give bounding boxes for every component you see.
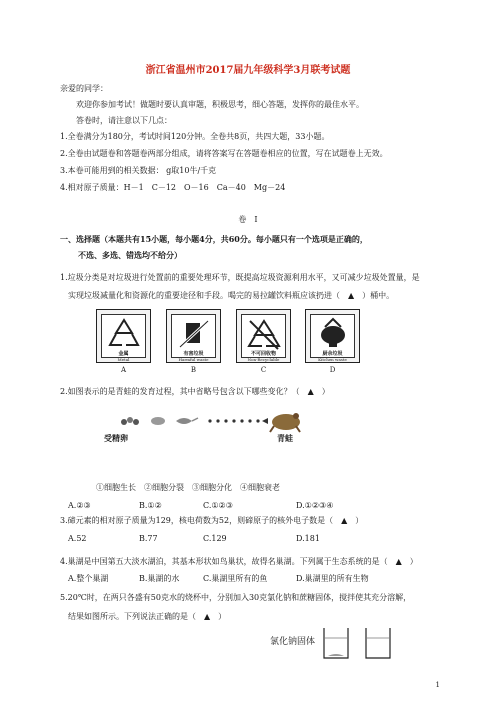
q4-choice-a: A.整个巢湖 xyxy=(68,574,109,583)
arrow-icon xyxy=(262,418,268,424)
frog-development-figure xyxy=(110,404,310,436)
greeting: 亲爱的同学： xyxy=(60,84,108,93)
bin-a-letter: A xyxy=(120,366,127,374)
q2-choice-a: A.②③ xyxy=(68,501,91,510)
note-1: 1.全卷满分为180分，考试时间120分钟。全卷共8页，共四大题，33小题。 xyxy=(60,132,330,141)
intro-line-2: 答卷时，请注意以下几点： xyxy=(76,116,172,125)
intro-line-1: 欢迎你参加考试！做题时要认真审题，积极思考，细心答题，发挥你的最佳水平。 xyxy=(76,100,364,109)
q3-choice-c: C.129 xyxy=(203,534,227,543)
section-1-note: 不选、多选、错选均不给分） xyxy=(78,250,182,260)
bin-b-sub: Harmful waste xyxy=(178,357,209,362)
tadpole-icon xyxy=(176,418,192,424)
bin-d-sub: Kitchen waste xyxy=(318,357,347,362)
beaker-left-icon xyxy=(324,628,348,658)
beaker-label: 氯化钠固体 xyxy=(270,637,316,647)
bin-harmful xyxy=(166,309,221,363)
q4-text: 4.巢湖是中国第五大淡水湖泊，其基本形状如鸟巢状，故得名巢湖。下列属于生态系统的是（ ▲ ） xyxy=(60,557,418,566)
q4-choice-c: C.巢湖里所有的鱼 xyxy=(203,574,268,583)
bin-d-label: 厨余垃圾 xyxy=(322,351,343,357)
note-3: 3.本卷可能用到的相关数据： g取10牛/千克 xyxy=(60,166,217,175)
frog-label: 青蛙 xyxy=(277,433,293,443)
bin-c-label: 不可回收物 xyxy=(250,351,276,357)
ellipsis-dots xyxy=(208,419,259,422)
bin-c-letter: C xyxy=(260,366,267,374)
volume-heading: 卷 I xyxy=(238,215,258,224)
egg-cluster-icon xyxy=(121,417,139,425)
beakers-figure xyxy=(318,624,398,664)
frog-icon xyxy=(270,413,300,432)
q1-line-1: 1.垃圾分类是对垃圾进行处置前的重要处理环节，既提高垃圾资源利用水平，又可减少垃圾处置量，是 xyxy=(60,273,420,282)
bin-kitchen xyxy=(305,309,360,363)
q5-line-2: 结果如图所示。下列说法正确的是（ ▲ ） xyxy=(68,612,227,621)
bin-a-sub: Metal xyxy=(117,357,130,362)
bin-b-letter: B xyxy=(190,366,197,374)
q3-choice-d: D.181 xyxy=(296,534,320,543)
bin-d-letter: D xyxy=(329,366,336,374)
note-4: 4.相对原子质量：H－1 C－12 O－16 Ca－40 Mg－24 xyxy=(60,183,286,192)
bin-a-label: 金属 xyxy=(118,351,129,357)
bin-c-sub: Non-Recyclable xyxy=(247,357,280,362)
page-number: 1 xyxy=(435,681,440,689)
q3-choice-a: A.52 xyxy=(68,534,87,543)
q2-options: ①细胞生长 ②细胞分裂 ③细胞分化 ④细胞衰老 xyxy=(96,483,280,492)
fertilized-egg-label: 受精卵 xyxy=(104,433,128,443)
q2-choice-b: B.①② xyxy=(139,501,162,510)
bin-b-label: 有害垃圾 xyxy=(183,351,204,357)
q4-choice-b: B.巢湖的水 xyxy=(139,574,180,583)
q5-line-1: 5.20℃时，在两只各盛有50克水的烧杯中，分别加入30克氯化钠和蔗糖固体，搅拌使其充分溶解， xyxy=(60,593,412,602)
q3-text: 3.碲元素的相对原子质量为129，核电荷数为52，则碲原子的核外电子数是（ ▲ ） xyxy=(60,516,364,525)
note-2: 2.全卷由试题卷和答题卷两部分组成，请将答案写在答题卷相应的位置，写在试题卷上无效。 xyxy=(60,149,388,158)
bin-non-recyclable xyxy=(236,309,291,363)
bin-metal xyxy=(96,309,151,363)
section-1-heading: 一、选择题（本题共有15小题，每小题4分，共60分。每小题只有一个选项是正确的， xyxy=(60,234,368,244)
q4-choice-d: D.巢湖里的所有生物 xyxy=(296,574,369,583)
q2-choice-d: D.①②③④ xyxy=(296,501,334,510)
exam-title: 浙江省温州市2017届九年级科学3月联考试题 xyxy=(145,65,351,76)
q2-text: 2.如图表示的是青蛙的发育过程，其中省略号包含以下哪些变化？（ ▲ ） xyxy=(60,387,330,396)
embryo-icon xyxy=(151,417,165,425)
q1-line-2: 实现垃圾减量化和资源化的重要途径和手段。喝完的易拉罐饮料瓶应该扔进（ ▲ ）桶中。 xyxy=(68,291,395,300)
beaker-right-icon xyxy=(366,628,390,658)
q2-choice-c: C.①②③ xyxy=(203,501,233,510)
q3-choice-b: B.77 xyxy=(139,534,158,543)
